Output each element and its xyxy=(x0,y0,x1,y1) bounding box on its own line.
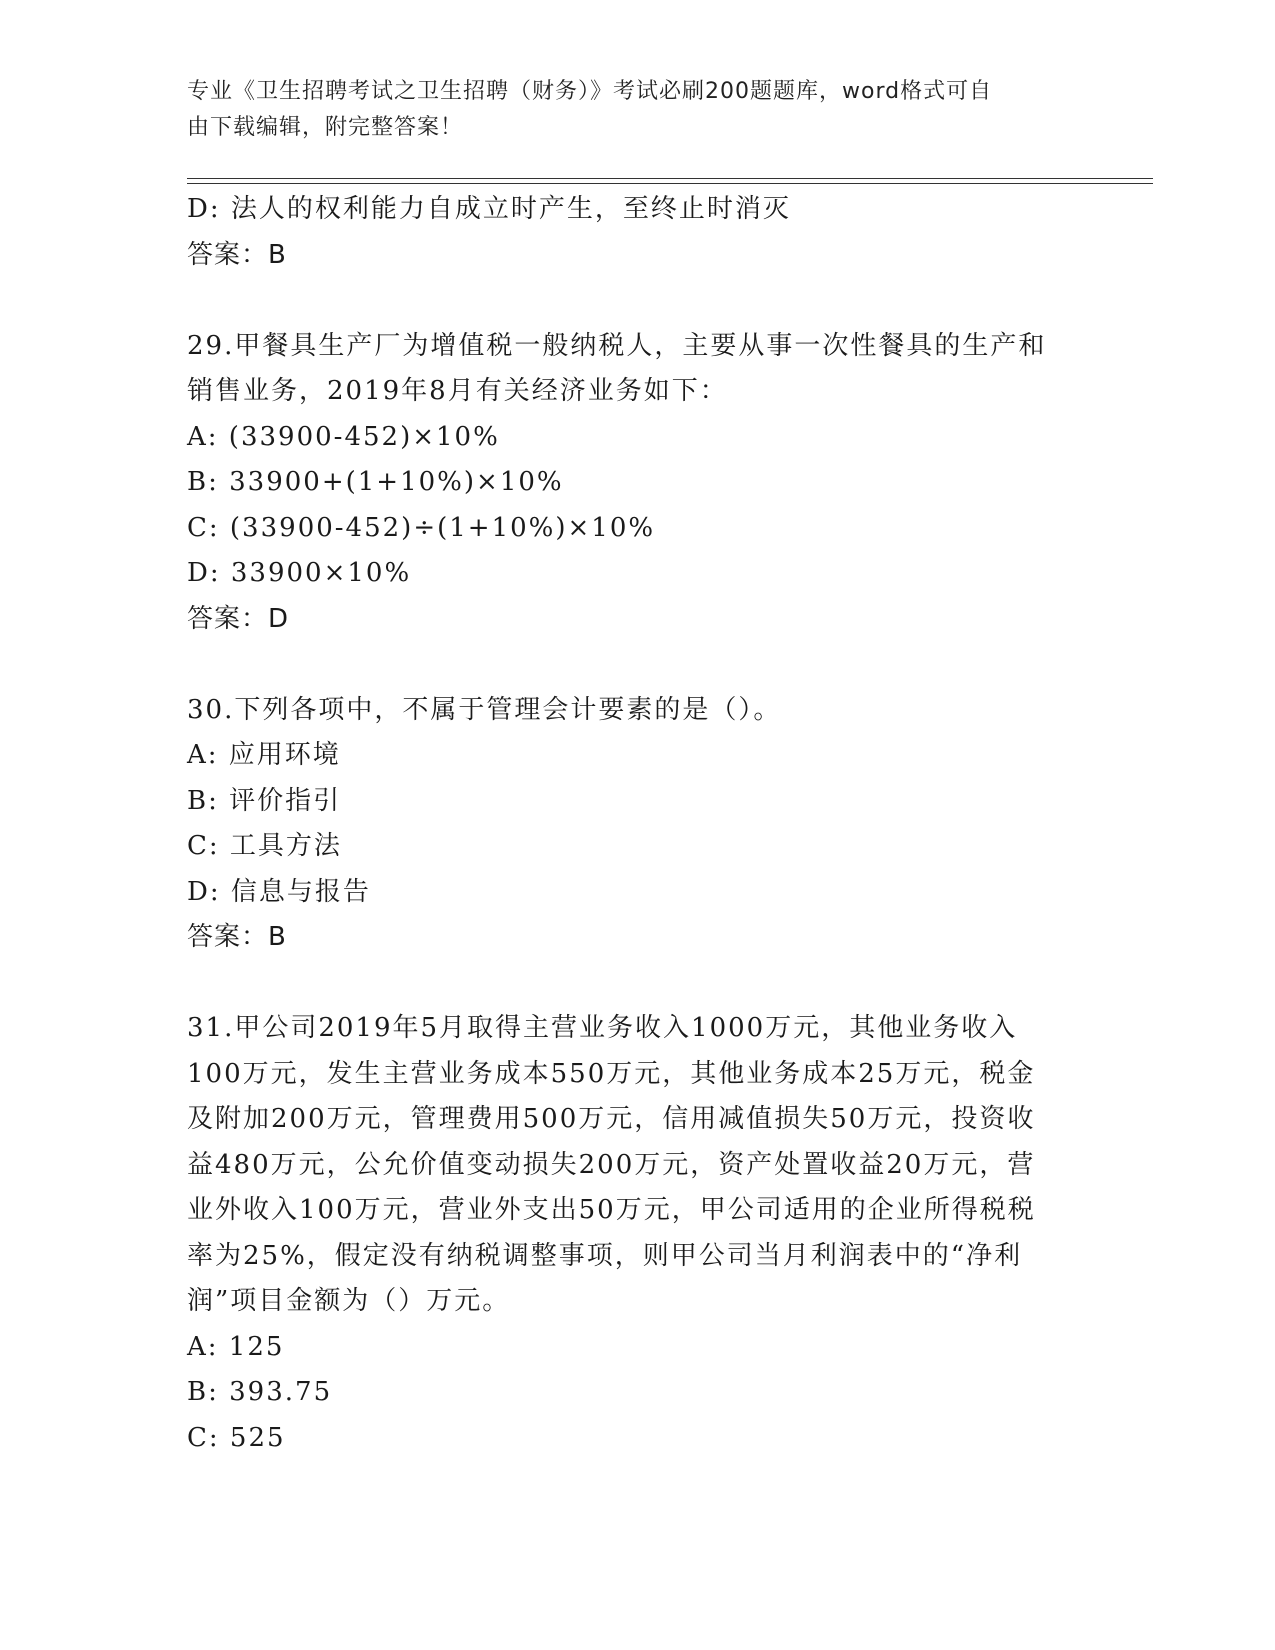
document-header xyxy=(187,74,1067,146)
q28-option-d: D: 法人的权利能力自成立时产生，至终止时消灭 xyxy=(187,194,791,224)
header-line-1: 专业《卫生招聘考试之卫生招聘（财务）》考试必刷200题题库，word格式可自 xyxy=(187,79,993,104)
q31-stem-line-1: 31.甲公司2019年5月取得主营业务收入1000万元，其他业务收入 xyxy=(187,1013,1018,1043)
q29-option-a: A: (33900-452)×10% xyxy=(187,421,500,452)
spacer xyxy=(187,278,1087,324)
q31-stem-line-5: 业外收入100万元，营业外支出50万元，甲公司适用的企业所得税税 xyxy=(187,1195,1036,1225)
q30-option-c: C: 工具方法 xyxy=(187,831,342,861)
q28-answer: 答案：B xyxy=(187,239,287,270)
q31-stem-line-7: 润”项目金额为（）万元。 xyxy=(187,1286,511,1316)
header-line-2: 由下载编辑，附完整答案！ xyxy=(187,115,464,140)
q31-stem-line-3: 及附加200万元，管理费用500万元，信用减值损失50万元，投资收 xyxy=(187,1104,1036,1134)
q31-option-a: A: 125 xyxy=(187,1331,285,1362)
header-divider-top xyxy=(187,178,1153,179)
q30-option-d: D: 信息与报告 xyxy=(187,876,371,907)
q29-option-d: D: 33900×10% xyxy=(187,558,412,588)
q29-stem-line-1: 29.甲餐具生产厂为增值税一般纳税人，主要从事一次性餐具的生产和 xyxy=(187,330,1047,361)
spacer xyxy=(187,642,1087,688)
q31-stem-line-2: 100万元，发生主营业务成本550万元，其他业务成本25万元，税金 xyxy=(187,1058,1036,1089)
header-divider-bottom xyxy=(187,183,1153,184)
document-body xyxy=(187,187,1087,1461)
q30-stem: 30.下列各项中，不属于管理会计要素的是（）。 xyxy=(187,694,782,725)
spacer xyxy=(187,961,1087,1007)
q29-option-c: C: (33900-452)÷(1+10%)×10% xyxy=(187,512,656,543)
q30-answer: 答案：B xyxy=(187,922,287,952)
q31-option-c: C: 525 xyxy=(187,1422,286,1453)
q30-option-b: B: 评价指引 xyxy=(187,785,342,816)
q31-stem-line-4: 益480万元，公允价值变动损失200万元，资产处置收益20万元，营 xyxy=(187,1149,1036,1180)
q29-option-b: B: 33900+(1+10%)×10% xyxy=(187,467,564,497)
q31-option-b: B: 393.75 xyxy=(187,1377,333,1407)
q29-answer: 答案：D xyxy=(187,603,290,634)
q29-stem-line-2: 销售业务，2019年8月有关经济业务如下： xyxy=(187,376,728,406)
q31-stem-line-6: 率为25%，假定没有纳税调整事项，则甲公司当月利润表中的“净利 xyxy=(187,1240,1023,1271)
q30-option-a: A: 应用环境 xyxy=(187,740,341,770)
